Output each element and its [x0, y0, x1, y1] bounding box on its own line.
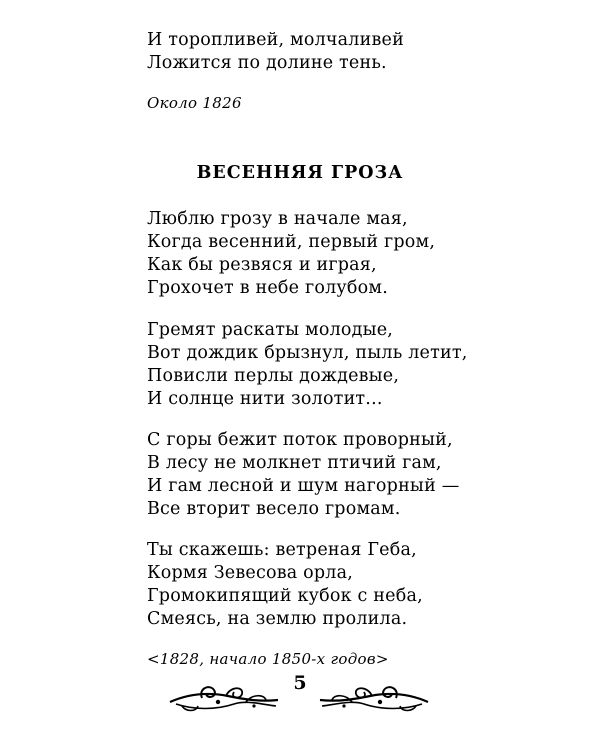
poem-line: Громокипящий кубок с неба,	[147, 586, 423, 606]
stanza-1	[147, 208, 435, 300]
poem-line: В лесу не молкнет птичий гам,	[147, 453, 442, 473]
poem-line: Повисли перлы дождевые,	[147, 366, 400, 386]
flourish-ornament-icon	[318, 680, 430, 716]
poem-line: И торопливей, молчаливей	[147, 30, 404, 50]
page-number: 5	[293, 672, 307, 694]
poem-date: <1828, начало 1850-х годов>	[147, 650, 389, 668]
poem-line: Ложится по долине тень.	[147, 53, 387, 73]
page-footer	[0, 672, 600, 722]
poem-line: С горы бежит поток проворный,	[147, 430, 453, 450]
poem-line: И солнце нити золотит...	[147, 389, 383, 409]
poem-title: ВЕСЕННЯЯ ГРОЗА	[196, 163, 404, 183]
poem-line: Гремят раскаты молодые,	[147, 320, 394, 340]
poem-line: Кормя Зевесова орла,	[147, 563, 354, 583]
stanza-4	[147, 539, 423, 631]
poem-line: Грохочет в небе голубом.	[147, 278, 388, 298]
poem-line: Когда весенний, первый гром,	[147, 232, 436, 252]
poem-line: Вот дождик брызнул, пыль летит,	[147, 343, 468, 363]
poem-line: Ты скажешь: ветреная Геба,	[147, 540, 417, 560]
poem-line: Как бы резвяся и играя,	[147, 255, 377, 275]
poem-line: Люблю грозу в начале мая,	[147, 209, 408, 229]
poem-line: И гам лесной и шум нагорный —	[147, 476, 460, 496]
stanza-3	[147, 429, 459, 521]
poem-line: Смеясь, на землю пролила.	[147, 609, 408, 629]
poem-line: Все вторит весело громам.	[147, 499, 401, 519]
previous-poem-date: Около 1826	[147, 94, 242, 112]
stanza-2	[147, 319, 467, 411]
previous-poem-ending	[147, 29, 404, 75]
